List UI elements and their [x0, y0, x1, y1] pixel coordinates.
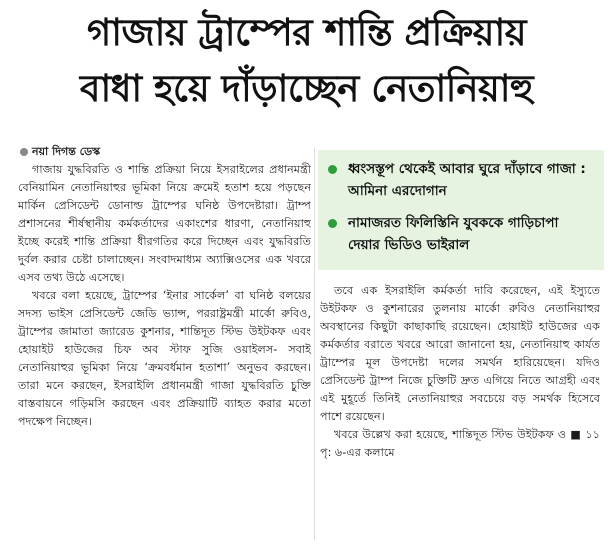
byline-text: নয়া দিগন্ত ডেস্ক: [32, 145, 101, 158]
headline-line-1: গাজায় ট্রাম্পের শান্তি প্রক্রিয়ায়: [86, 11, 526, 54]
highlight-text: নামাজরত ফিলিস্তিনি যুবককে গাড়িচাপা দেয়ার ভিডিও ভাইরাল: [348, 215, 559, 253]
green-bullet-icon: [328, 219, 337, 228]
body-paragraph: গাজায় যুদ্ধবিরতি ও শান্তি প্রক্রিয়া নিয়ে ইসরাইলের প্রধানমন্ত্রী বেনিয়ামিন নেতানিয়াহুর ভূমিকা নিয়ে ক্রমেই হতাশ হয়ে পড়ছেন মার্কিন প্রেসিডেন্ট ডোনাল্ড ট্রাম্পের ঘনিষ্ঠ উপদেষ্টারা। ট্রাম্প প্রশাসনের শীর্ষস্থানীয় কর্মকর্তাদের একাংশের ধারণা, নেতানিয়াহু ইচ্ছে করেই শান্তি প্রক্রিয়া ধীরগতির করে দিচ্ছেন এবং যুদ্ধবিরতি দুর্বল করার চেষ্টা চালাচ্ছেন। সংবাদমাধ্যম অ্যাক্সিওসের এক খবরে এসব তথ্য উঠে এসেছে।: [18, 163, 311, 284]
highlight-item[interactable]: [328, 212, 594, 256]
column-divider: [314, 148, 315, 540]
body-paragraph: খবরে বলা হয়েছে, ট্রাম্পের ‘ইনার সার্কেল’ বা ঘনিষ্ঠ বলয়ের সদস্য ভাইস প্রেসিডেন্ট জেডি ভ্যান্স, পররাষ্ট্রমন্ত্রী মার্কো রুবিও, ট্রাম্পের জামাতা জ্যারেড কুশনার, শান্তিদূত স্টিভ উইটকফ এবং হোয়াইট হাউজের চিফ অব স্টাফ সুজি ওয়াইলস- সবাই নেতানিয়াহুর ভূমিকা নিয়ে ‘ক্রমবর্ধমান হতাশা’ অনুভব করছেন। তারা মনে করছেন, ইসরাইলি প্রধানমন্ত্রী গাজা যুদ্ধবিরতি চুক্তি বাস্তবায়নে গড়িমসি করছেন এবং প্রক্রিয়াটি ব্যাহত করার মতো পদক্ষেপ নিচ্ছেন।: [18, 289, 311, 428]
body-paragraph: তবে এক ইসরাইলি কর্মকর্তা দাবি করেছেন, এই ইস্যুতে উইটকফ ও কুশনারের তুলনায় মার্কো রুবিও নেতানিয়াহুর অবস্থানের কিছুটা কাছাকাছি রয়েছেন। হোয়াইট হাউজের এক কর্মকর্তার বরাতে খবরে আরো জানানো হয়, নেতানিয়াহু কার্যত ট্রাম্পের মূল উপদেষ্টা দলের সমর্থন হারিয়েছেন। যদিও প্রেসিডেন্ট ট্রাম্প নিজে চুক্তিটি দ্রুত এগিয়ে নিতে আগ্রহী এবং এই মুহূর্তে তিনিই নেতানিয়াহুর সবচেয়ে বড় সমর্থক হিসেবে পাশে রয়েছেন।: [320, 284, 600, 423]
highlight-item[interactable]: [328, 158, 594, 202]
highlight-box: [318, 150, 604, 270]
highlight-text: ধ্বংসস্তূপ থেকেই আবার ঘুরে দাঁড়াবে গাজা : আমিনা এরদোগান: [348, 161, 586, 199]
body-paragraph-continued: খবরে উল্লেখ করা হয়েছে, শান্তিদূত স্টিভ উইটকফ ও ■ ১১ পৃ: ৬-এর কলামে: [320, 428, 600, 459]
byline: [20, 143, 100, 162]
headline: [0, 0, 613, 114]
byline-bullet-icon: [20, 148, 28, 156]
article-body-right: [320, 282, 600, 462]
article-body-left: [18, 161, 311, 431]
headline-line-2: বাধা হয়ে দাঁড়াচ্ছেন নেতানিয়াহু: [79, 67, 534, 110]
green-bullet-icon: [328, 165, 337, 174]
